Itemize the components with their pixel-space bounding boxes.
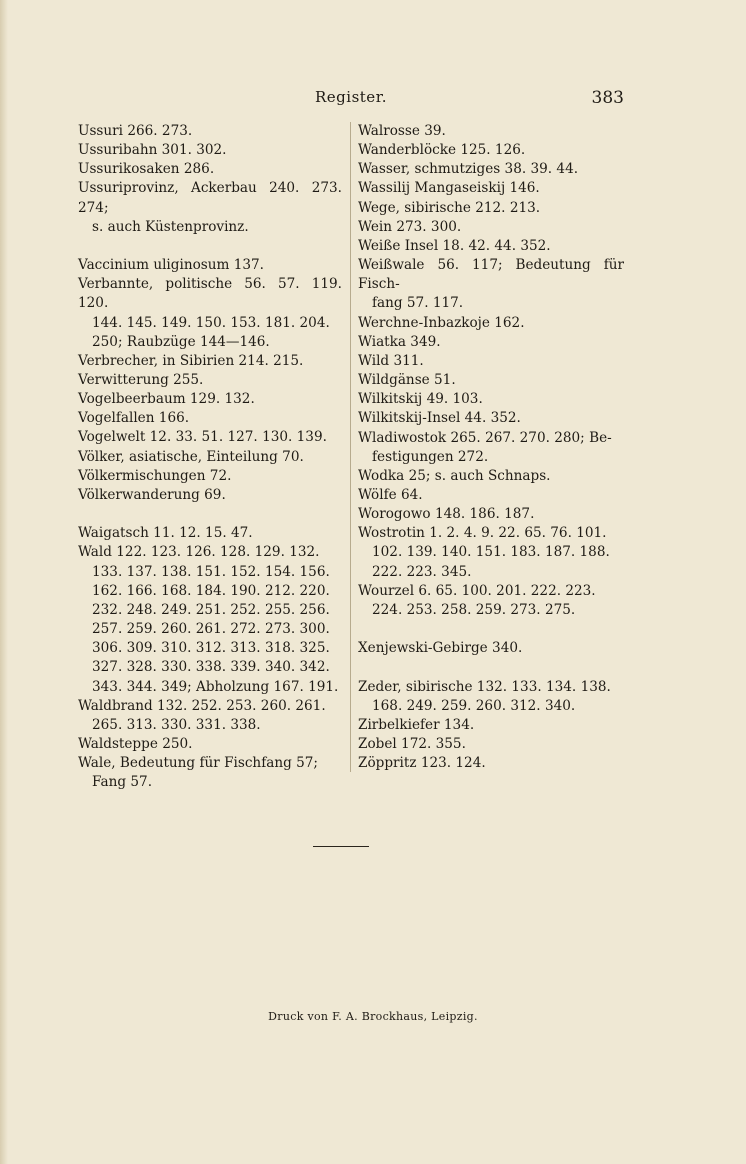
index-entry-continuation: 222. 223. 345. (372, 563, 472, 580)
index-entry-line: Verbannte, politische 56. 57. 119. 120. (78, 276, 342, 312)
printer-imprint: Druck von F. A. Brockhaus, Leipzig. (268, 1010, 478, 1023)
index-entry (78, 409, 342, 428)
index-entry-line: Werchne-Inbazkoje 162. (358, 314, 525, 331)
index-entry (358, 524, 624, 581)
index-entry (358, 486, 624, 505)
index-entry-continuation: fang 57. 117. (372, 295, 464, 312)
index-entry-line: Vogelfallen 166. (78, 410, 190, 427)
index-entry (358, 716, 624, 735)
index-entry (78, 256, 342, 275)
index-entry-continuation: 224. 253. 258. 259. 273. 275. (372, 601, 576, 618)
index-entry (78, 543, 342, 696)
index-entry-line: Wourzel 6. 65. 100. 201. 222. 223. (358, 582, 596, 599)
index-entry-continuation: 168. 249. 259. 260. 312. 340. (372, 697, 576, 714)
index-entry-continuation: s. auch Küstenprovinz. (92, 218, 249, 235)
section-gap (78, 237, 342, 256)
index-entry (78, 697, 342, 735)
index-entry-line: Waldsteppe 250. (78, 735, 193, 752)
index-entry-line: Wege, sibirische 212. 213. (358, 199, 541, 216)
index-entry (358, 218, 624, 237)
index-entry (358, 735, 624, 754)
index-entry-line: Ussuribahn 301. 302. (78, 142, 227, 159)
index-entry-line: Wladiwostok 265. 267. 270. 280; Be- (358, 429, 612, 446)
index-entry-line: Waldbrand 132. 252. 253. 260. 261. (78, 697, 326, 714)
index-entry-continuation: 144. 145. 149. 150. 153. 181. 204. (92, 314, 330, 331)
index-column-right (358, 122, 624, 773)
index-entry (78, 371, 342, 390)
page-edge-shadow (0, 0, 8, 1164)
index-entry (358, 505, 624, 524)
index-entry (358, 256, 624, 313)
page-number: 383 (591, 88, 624, 108)
index-entry (358, 467, 624, 486)
index-entry-line: Wölfe 64. (358, 486, 423, 503)
index-entry-line: Ussuri 266. 273. (78, 123, 193, 139)
index-entry-continuation: 265. 313. 330. 331. 338. (92, 716, 261, 733)
index-entry (358, 179, 624, 198)
index-entry (78, 428, 342, 447)
index-entry-line: Völkerwanderung 69. (78, 486, 226, 503)
index-entry (358, 429, 624, 467)
index-entry-continuation: 327. 328. 330. 338. 339. 340. 342. (92, 659, 330, 676)
index-entry-line: Wanderblöcke 125. 126. (358, 142, 526, 159)
index-entry (78, 486, 342, 505)
index-entry-line: Zeder, sibirische 132. 133. 134. 138. (358, 678, 611, 695)
index-entry-line: Wein 273. 300. (358, 218, 462, 235)
index-entry-line: Waigatsch 11. 12. 15. 47. (78, 525, 253, 542)
index-entry (358, 333, 624, 352)
index-entry-continuation: 232. 248. 249. 251. 252. 255. 256. (92, 601, 330, 618)
index-entry-line: Wassilij Mangaseiskij 146. (358, 180, 540, 197)
index-entry (358, 582, 624, 620)
index-entry (358, 160, 624, 179)
index-entry (78, 352, 342, 371)
index-entry-line: Wilkitskij 49. 103. (358, 391, 483, 408)
index-entry-line: Weißwale 56. 117; Bedeutung für Fisch- (358, 257, 624, 293)
header-title: Register. (315, 88, 387, 106)
index-entry-continuation: Fang 57. (92, 774, 153, 791)
index-entry (78, 275, 342, 352)
index-entry-continuation: 343. 344. 349; Abholzung 167. 191. (92, 678, 339, 695)
index-entry-line: Xenjewski-Gebirge 340. (358, 640, 523, 657)
index-entry-line: Wald 122. 123. 126. 128. 129. 132. (78, 544, 320, 561)
index-entry-line: Worogowo 148. 186. 187. (358, 506, 535, 523)
index-entry-line: Wiatka 349. (358, 333, 441, 350)
index-entry-continuation: festigungen 272. (372, 448, 489, 465)
index-entry (358, 409, 624, 428)
index-entry-line: Vogelbeerbaum 129. 132. (78, 391, 255, 408)
running-header (78, 88, 624, 112)
index-entry (358, 122, 624, 141)
index-entry (78, 141, 342, 160)
index-entry-line: Völkermischungen 72. (78, 467, 232, 484)
index-column-left (78, 122, 342, 792)
index-entry (78, 524, 342, 543)
index-entry-line: Völker, asiatische, Einteilung 70. (78, 448, 304, 465)
index-entry (78, 467, 342, 486)
index-entry-line: Zirbelkiefer 134. (358, 716, 475, 733)
index-entry-line: Wodka 25; s. auch Schnaps. (358, 467, 551, 484)
index-entry-line: Walrosse 39. (358, 123, 446, 139)
index-entry-line: Zöppritz 123. 124. (358, 755, 486, 772)
index-entry-line: Ussurikosaken 286. (78, 161, 215, 178)
index-entry-line: Vogelwelt 12. 33. 51. 127. 130. 139. (78, 429, 327, 446)
section-gap (358, 620, 624, 639)
index-entry-line: Wildgänse 51. (358, 372, 456, 389)
index-entry-continuation: 133. 137. 138. 151. 152. 154. 156. (92, 563, 330, 580)
index-entry-line: Verbrecher, in Sibirien 214. 215. (78, 352, 304, 369)
index-entry (358, 199, 624, 218)
index-entry (358, 390, 624, 409)
index-entry-line: Wasser, schmutziges 38. 39. 44. (358, 161, 579, 178)
end-rule (313, 846, 369, 847)
index-entry-line: Wild 311. (358, 352, 424, 369)
index-entry (358, 678, 624, 716)
index-entry (358, 352, 624, 371)
index-entry (358, 141, 624, 160)
index-entry-continuation: 102. 139. 140. 151. 183. 187. 188. (372, 544, 610, 561)
index-entry-continuation: 306. 309. 310. 312. 313. 318. 325. (92, 640, 330, 657)
index-entry (358, 237, 624, 256)
index-entry (78, 179, 342, 236)
index-entry-line: Weiße Insel 18. 42. 44. 352. (358, 237, 551, 254)
index-entry-continuation: 250; Raubzüge 144—146. (92, 333, 270, 350)
index-entry (78, 390, 342, 409)
column-divider (350, 122, 351, 772)
index-entry-line: Wostrotin 1. 2. 4. 9. 22. 65. 76. 101. (358, 525, 607, 542)
index-entry-line: Vaccinium uliginosum 137. (78, 257, 264, 274)
index-entry (78, 160, 342, 179)
index-entry (358, 754, 624, 773)
section-gap (78, 505, 342, 524)
index-entry-line: Ussuriprovinz, Ackerbau 240. 273. 274; (78, 180, 342, 216)
index-entry (358, 314, 624, 333)
index-entry-continuation: 162. 166. 168. 184. 190. 212. 220. (92, 582, 330, 599)
index-entry-line: Verwitterung 255. (78, 372, 204, 389)
index-entry (78, 448, 342, 467)
index-entry-line: Wilkitskij-Insel 44. 352. (358, 410, 521, 427)
index-entry-continuation: 257. 259. 260. 261. 272. 273. 300. (92, 621, 330, 638)
index-entry (78, 754, 342, 792)
index-entry (358, 371, 624, 390)
index-entry-line: Wale, Bedeutung für Fischfang 57; (78, 755, 318, 772)
index-entry (78, 735, 342, 754)
section-gap (358, 658, 624, 677)
index-entry-line: Zobel 172. 355. (358, 735, 466, 752)
index-entry (358, 639, 624, 658)
index-entry (78, 122, 342, 141)
